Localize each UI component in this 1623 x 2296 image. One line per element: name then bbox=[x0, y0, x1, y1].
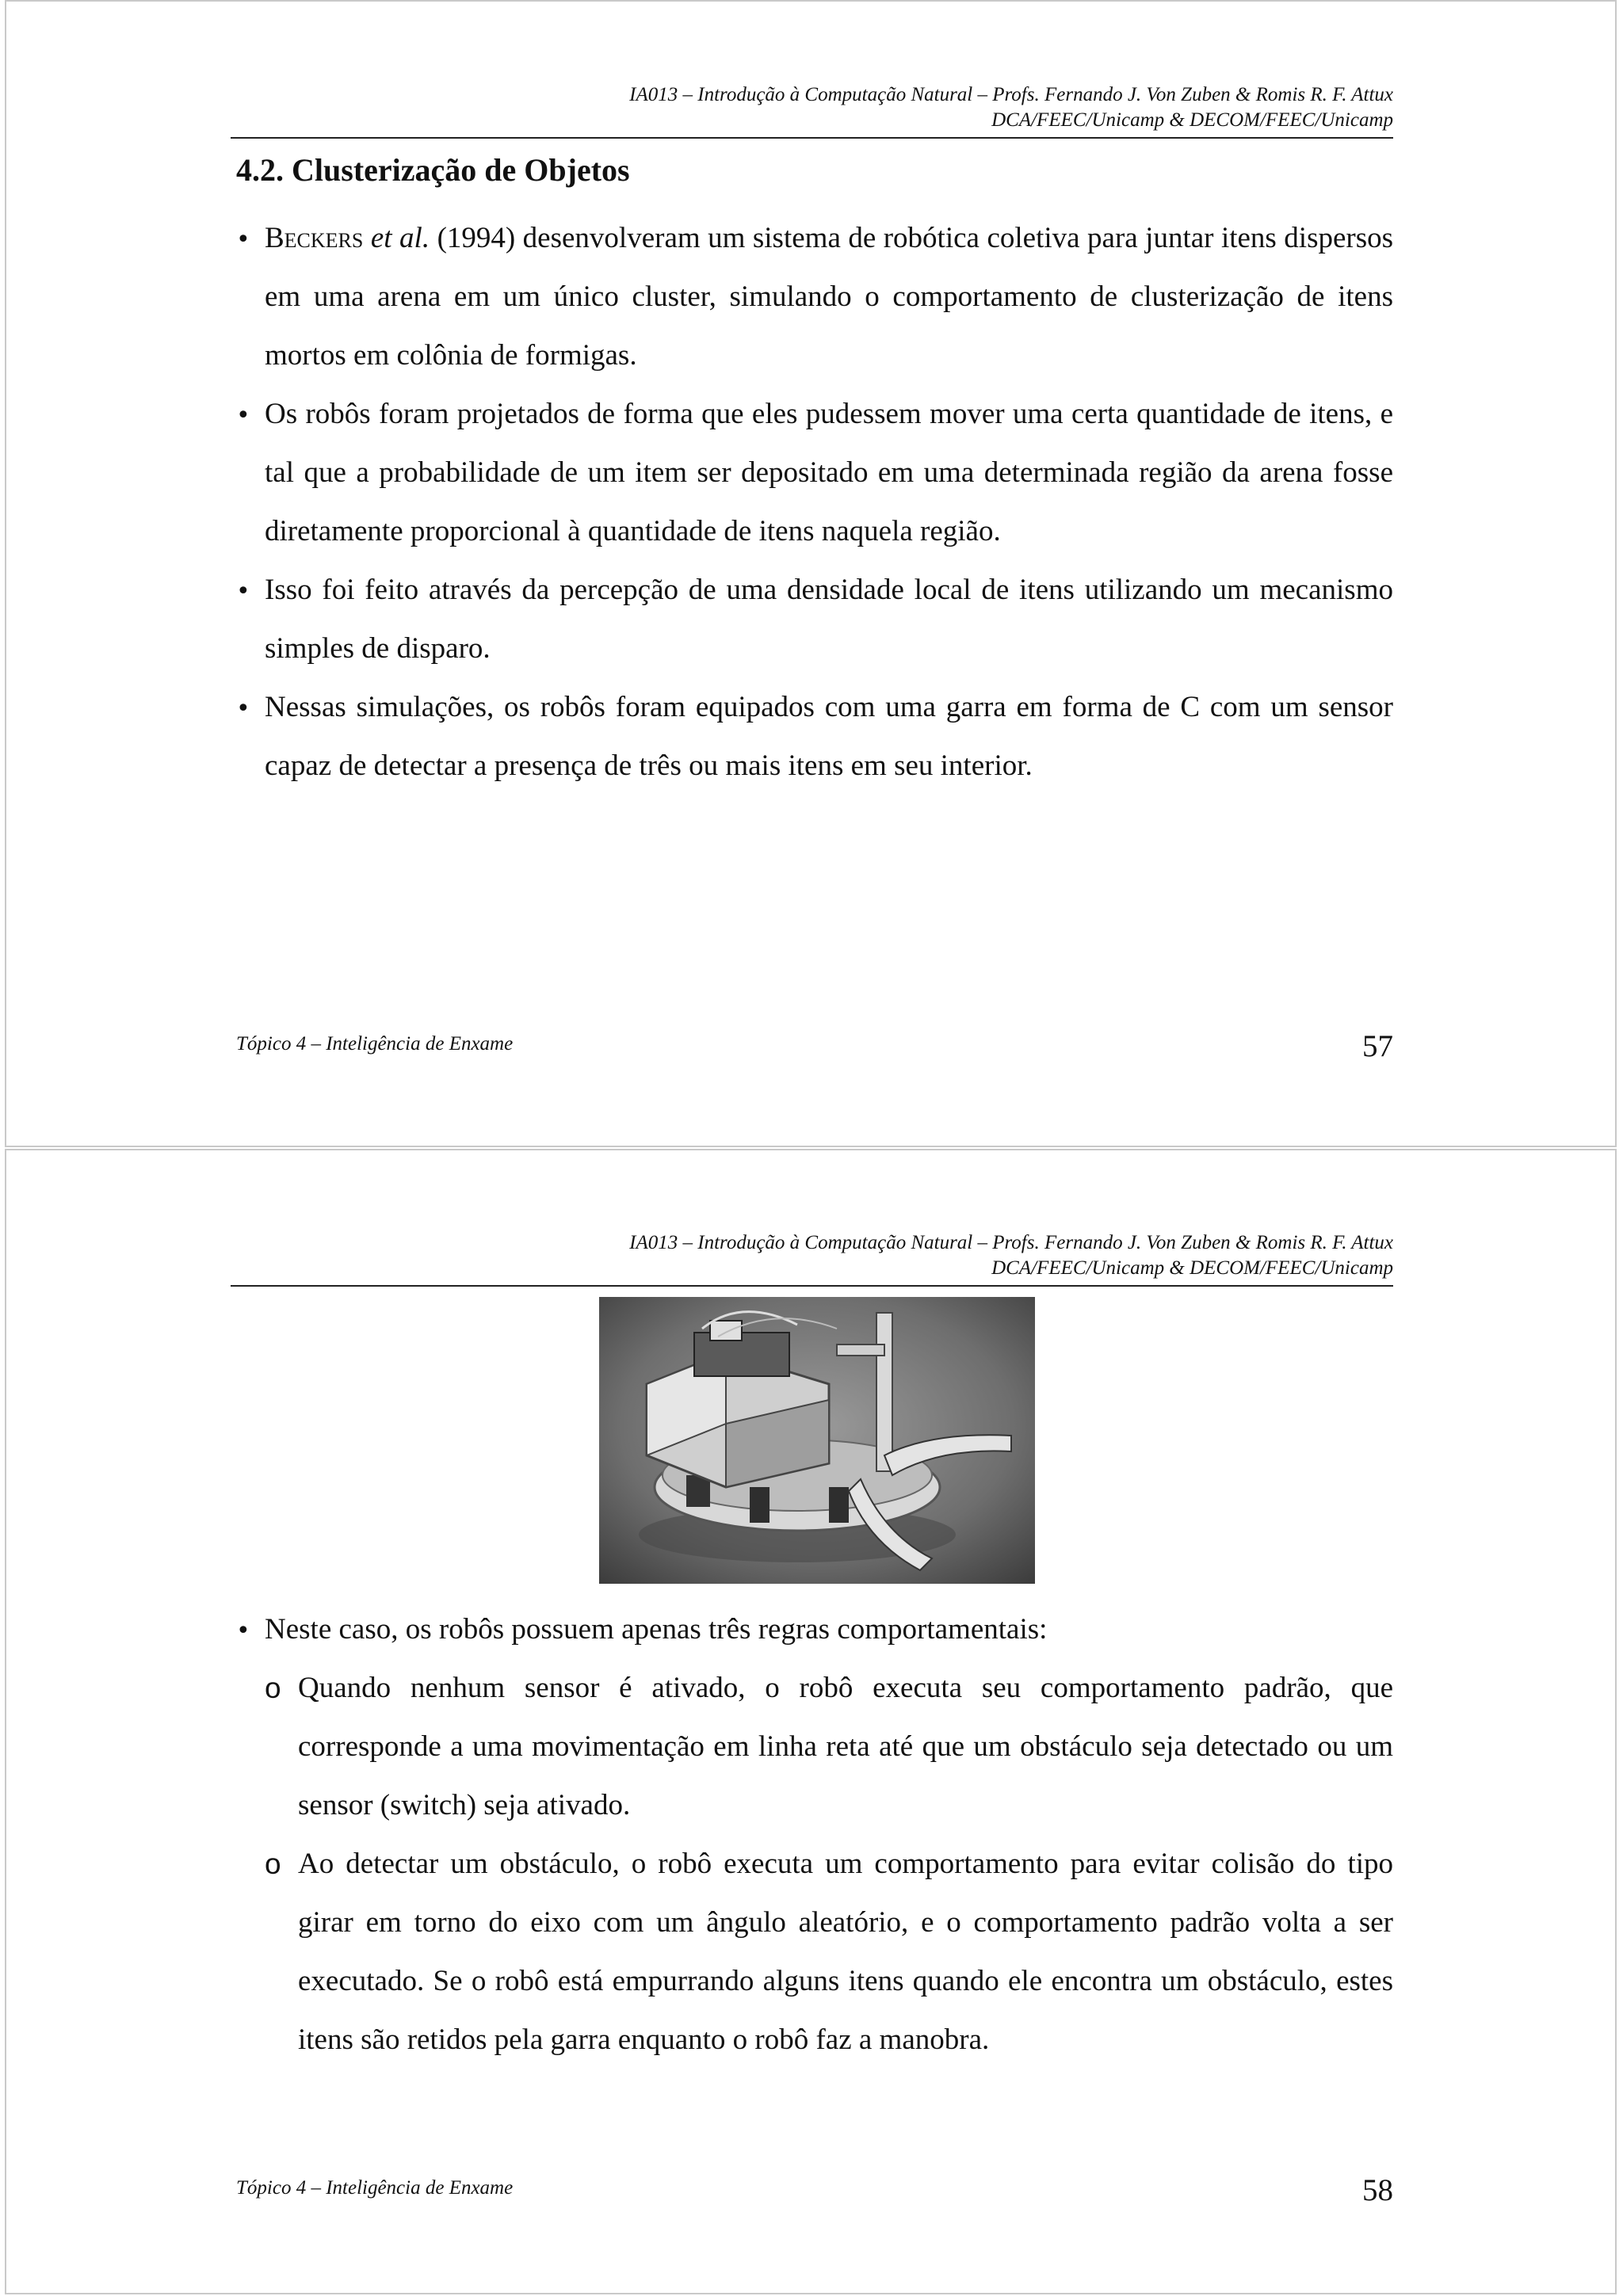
course-header-line1: IA013 – Introdução à Computação Natural – Profs. Fernando J. Von Zuben & Romis R. F. Attux bbox=[629, 1232, 1393, 1253]
robot-photo bbox=[599, 1297, 1035, 1584]
bullet-text: Isso foi feito através da percepção de uma densidade local de itens utilizando um mecanismo simples de disparo. bbox=[265, 574, 1393, 665]
author-name: Beckers bbox=[265, 222, 364, 254]
sub-bullet-marker: o bbox=[265, 1848, 281, 1880]
rules-list bbox=[236, 1600, 1393, 2069]
page-number: 57 bbox=[1362, 1029, 1393, 1063]
course-header bbox=[629, 1230, 1393, 1281]
bullet-text: Nessas simulações, os robôs foram equipados com uma garra em forma de C com um sensor capaz de detectar a presença de três ou mais itens em seu interior. bbox=[265, 691, 1393, 782]
sub-item-text: Ao detectar um obstáculo, o robô executa um comportamento para evitar colisão do tipo girar em torno do eixo com um ângulo aleatório, e o comportamento padrão volta a ser executado. Se o robô está empurrando alguns itens quando ele encontra um obstáculo, estes itens são retidos pela garra enquanto o robô faz a manobra. bbox=[298, 1848, 1393, 2056]
header-rule bbox=[231, 1285, 1393, 1287]
header-rule bbox=[231, 137, 1393, 139]
bullet-icon bbox=[236, 385, 260, 445]
bullet-icon bbox=[236, 678, 260, 738]
bullet-text: (1994) desenvolveram um sistema de robótica coletiva para juntar itens dispersos em uma arena em um único cluster, simulando o comportamento de clusterização de itens mortos em colônia de formigas. bbox=[265, 222, 1394, 372]
sub-item bbox=[236, 1659, 1393, 1835]
slide-58 bbox=[5, 1149, 1617, 2294]
bullet-list bbox=[236, 209, 1393, 795]
course-header bbox=[629, 82, 1393, 133]
section-title: 4.2. Clusterização de Objetos bbox=[236, 152, 630, 188]
sub-item bbox=[236, 1835, 1393, 2069]
bullet-text: Neste caso, os robôs possuem apenas três regras comportamentais: bbox=[265, 1613, 1048, 1646]
page-number: 58 bbox=[1362, 2173, 1393, 2207]
course-header-line1: IA013 – Introdução à Computação Natural – Profs. Fernando J. Von Zuben & Romis R. F. Attux bbox=[629, 84, 1393, 105]
bullet-item bbox=[236, 678, 1393, 795]
bullet-item bbox=[236, 385, 1393, 561]
course-header-line2: DCA/FEEC/Unicamp & DECOM/FEEC/Unicamp bbox=[991, 109, 1393, 131]
et-al: et al. bbox=[370, 222, 430, 254]
sub-bullet-marker: o bbox=[265, 1672, 281, 1704]
bullet-item bbox=[236, 1600, 1393, 1659]
bullet-text: Os robôs foram projetados de forma que eles pudessem mover uma certa quantidade de itens, e tal que a probabilidade de um item ser depositado em uma determinada região da arena fosse diretamente proporcional à quantidade de itens naquela região. bbox=[265, 398, 1393, 547]
slide-57 bbox=[5, 0, 1617, 1147]
footer-topic: Tópico 4 – Inteligência de Enxame bbox=[236, 2177, 514, 2199]
bullet-icon bbox=[236, 561, 260, 621]
course-header-line2: DCA/FEEC/Unicamp & DECOM/FEEC/Unicamp bbox=[991, 1257, 1393, 1279]
bullet-icon bbox=[236, 209, 260, 269]
footer-topic: Tópico 4 – Inteligência de Enxame bbox=[236, 1033, 514, 1055]
bullet-icon bbox=[236, 1600, 260, 1661]
bullet-item bbox=[236, 209, 1393, 385]
bullet-item bbox=[236, 561, 1393, 678]
sub-item-text: Quando nenhum sensor é ativado, o robô executa seu comportamento padrão, que corresponde a uma movimentação em linha reta até que um obstáculo seja detectado ou um sensor (switch) seja ativado. bbox=[298, 1672, 1393, 1821]
